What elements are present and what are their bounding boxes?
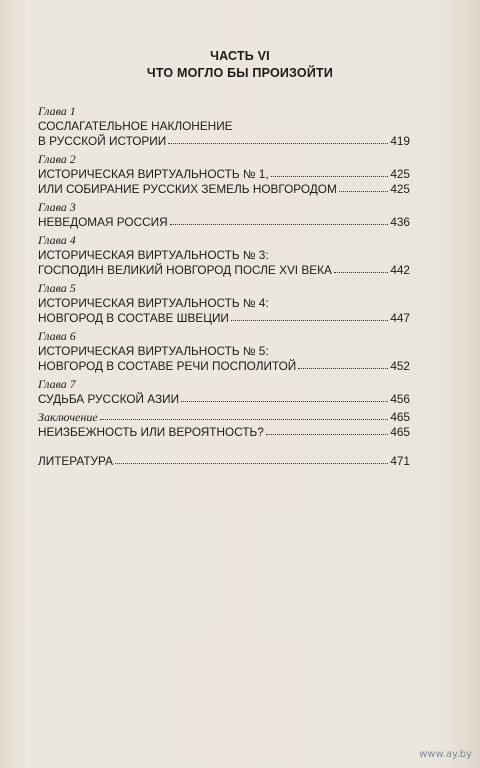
page-number: 447 bbox=[390, 311, 410, 325]
toc-entry bbox=[38, 410, 410, 425]
dot-leader bbox=[266, 424, 388, 435]
toc-entry bbox=[38, 392, 410, 407]
dot-leader bbox=[231, 310, 388, 321]
chapter-title-line: В РУССКОЙ ИСТОРИИ bbox=[38, 134, 167, 148]
dot-leader bbox=[271, 166, 389, 177]
toc-entry bbox=[38, 167, 410, 182]
chapter-title-line: ИСТОРИЧЕСКАЯ ВИРТУАЛЬНОСТЬ № 1, bbox=[38, 167, 269, 181]
chapter-title-line: НЕВЕДОМАЯ РОССИЯ bbox=[38, 215, 168, 229]
chapter-title-line: ИЛИ СОБИРАНИЕ РУССКИХ ЗЕМЕЛЬ НОВГОРОДОМ bbox=[38, 182, 337, 196]
dot-leader bbox=[115, 453, 388, 464]
dot-leader bbox=[298, 358, 388, 369]
toc-entry bbox=[38, 311, 410, 326]
part-number: ЧАСТЬ VI bbox=[210, 49, 270, 63]
chapter-label: Глава 5 bbox=[38, 281, 76, 295]
page-number: 425 bbox=[390, 167, 410, 181]
dot-leader bbox=[170, 214, 389, 225]
chapter-label: Глава 6 bbox=[38, 329, 76, 343]
chapter-title-line: ГОСПОДИН ВЕЛИКИЙ НОВГОРОД ПОСЛЕ XVI ВЕКА bbox=[38, 263, 332, 277]
page-number: 436 bbox=[390, 215, 410, 229]
toc-entry bbox=[38, 425, 410, 440]
page-number: 442 bbox=[390, 263, 410, 277]
chapter-label: Глава 7 bbox=[38, 377, 76, 391]
dot-leader bbox=[168, 133, 388, 144]
chapter-label: Глава 3 bbox=[38, 200, 76, 214]
toc-entry bbox=[38, 182, 410, 197]
literature-title: ЛИТЕРАТУРА bbox=[38, 454, 113, 468]
part-title: ЧТО МОГЛО БЫ ПРОИЗОЙТИ bbox=[146, 66, 334, 80]
page-number: 419 bbox=[390, 134, 410, 148]
dot-leader bbox=[100, 409, 389, 420]
toc-entry bbox=[38, 454, 410, 469]
chapter-title-line: ИСТОРИЧЕСКАЯ ВИРТУАЛЬНОСТЬ № 4: bbox=[38, 296, 269, 310]
chapter-title-line: ИСТОРИЧЕСКАЯ ВИРТУАЛЬНОСТЬ № 3: bbox=[38, 248, 269, 262]
toc-entry bbox=[38, 359, 410, 374]
table-of-contents bbox=[38, 104, 410, 469]
toc-entry bbox=[38, 263, 410, 278]
page-number: 471 bbox=[390, 454, 410, 468]
chapter-label: Глава 4 bbox=[38, 233, 76, 247]
conclusion-label: Заключение bbox=[38, 410, 98, 424]
chapter-title-line: НОВГОРОД В СОСТАВЕ ШВЕЦИИ bbox=[38, 311, 229, 325]
chapter-label: Глава 1 bbox=[38, 104, 76, 118]
toc-entry bbox=[38, 215, 410, 230]
dot-leader bbox=[339, 181, 389, 192]
watermark: www.ay.by bbox=[419, 749, 472, 760]
page-number: 425 bbox=[390, 182, 410, 196]
page-number: 465 bbox=[390, 425, 410, 439]
dot-leader bbox=[334, 262, 388, 273]
chapter-title-line: НОВГОРОД В СОСТАВЕ РЕЧИ ПОСПОЛИТОЙ bbox=[38, 359, 297, 373]
chapter-title-line: ИСТОРИЧЕСКАЯ ВИРТУАЛЬНОСТЬ № 5: bbox=[38, 344, 269, 358]
chapter-title-line: СУДЬБА РУССКОЙ АЗИИ bbox=[38, 392, 180, 406]
chapter-label: Глава 2 bbox=[38, 152, 76, 166]
chapter-title-line: СОСЛАГАТЕЛЬНОЕ НАКЛОНЕНИЕ bbox=[38, 119, 233, 133]
chapter-title-line: НЕИЗБЕЖНОСТЬ ИЛИ ВЕРОЯТНОСТЬ? bbox=[38, 425, 264, 439]
toc-entry bbox=[38, 134, 410, 149]
dot-leader bbox=[181, 391, 388, 402]
page-number: 452 bbox=[390, 359, 410, 373]
part-heading bbox=[0, 48, 480, 82]
page-number: 465 bbox=[390, 410, 410, 424]
page-number: 456 bbox=[390, 392, 410, 406]
